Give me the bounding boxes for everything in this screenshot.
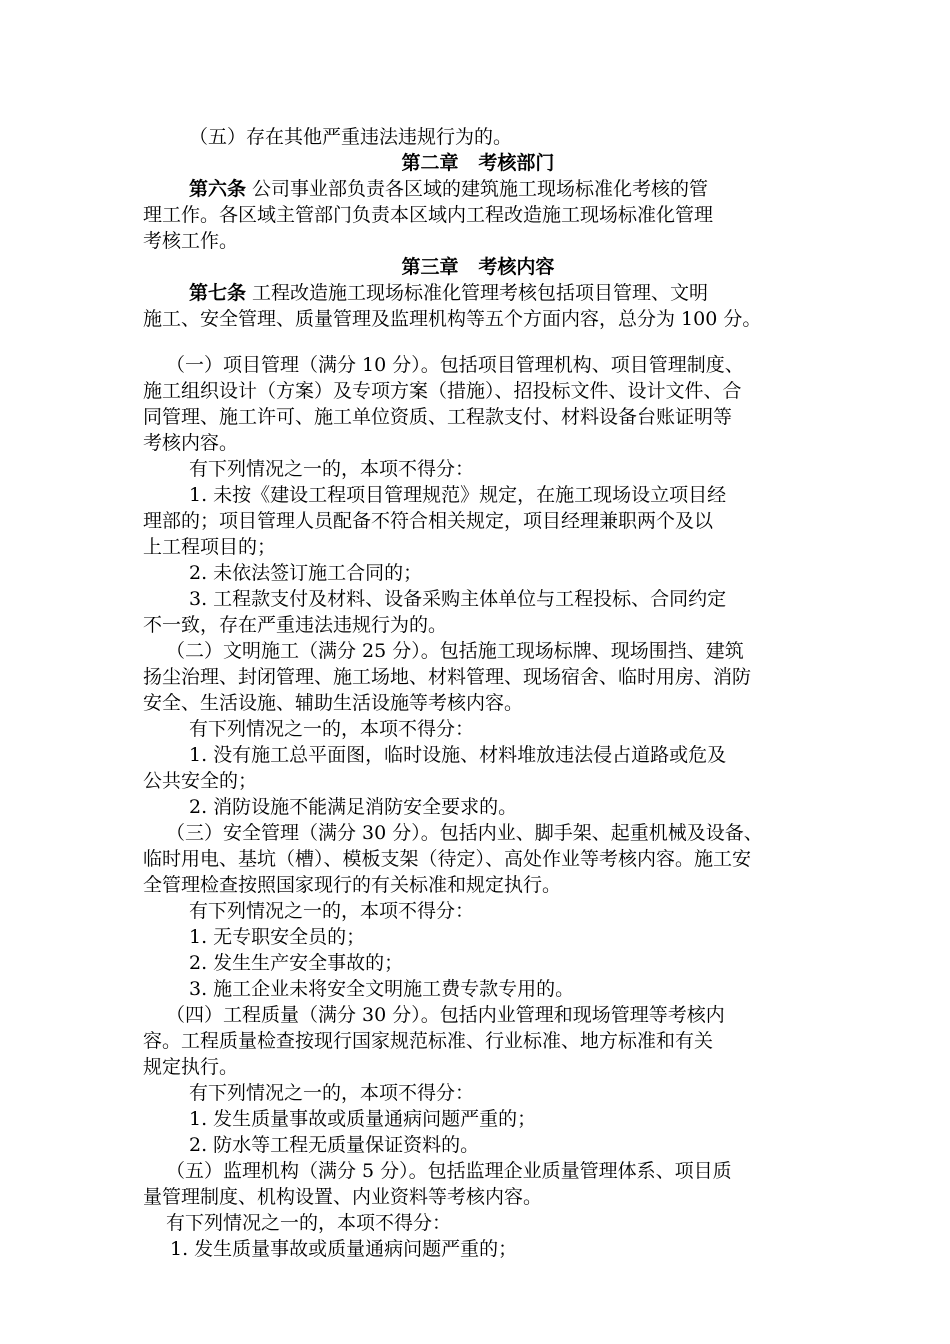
paragraph-line: 安全、生活设施、辅助生活设施等考核内容。 bbox=[143, 692, 524, 714]
list-item: 2. 防水等工程无质量保证资料的。 bbox=[189, 1134, 480, 1156]
paragraph-line: 容。工程质量检查按现行国家规范标准、行业标准、地方标准和有关 bbox=[143, 1030, 714, 1052]
chapter-number: 第三章 bbox=[401, 256, 459, 278]
list-item: 3. 施工企业未将安全文明施工费专款专用的。 bbox=[189, 978, 575, 1000]
list-item: 2. 发生生产安全事故的； bbox=[189, 952, 404, 974]
paragraph-line: （二）文明施工（满分 25 分）。包括施工现场标牌、现场围挡、建筑 bbox=[166, 640, 744, 662]
paragraph-line: 同管理、施工许可、施工单位资质、工程款支付、材料设备台账证明等 bbox=[143, 406, 733, 428]
chapter-title: 考核内容 bbox=[478, 256, 555, 278]
list-item: 3. 工程款支付及材料、设备采购主体单位与工程投标、合同约定 bbox=[189, 588, 727, 610]
list-item: 1. 无专职安全员的； bbox=[189, 926, 366, 948]
list-item: 2. 消防设施不能满足消防安全要求的。 bbox=[189, 796, 518, 818]
paragraph-line: 考核工作。 bbox=[143, 230, 239, 252]
paragraph-line: 公共安全的； bbox=[143, 770, 258, 792]
paragraph-line: 量管理制度、机构设置、内业资料等考核内容。 bbox=[143, 1186, 543, 1208]
article-label: 第六条 bbox=[189, 178, 247, 200]
paragraph-line: 考核内容。 bbox=[143, 432, 239, 454]
list-item: 1. 没有施工总平面图，临时设施、材料堆放违法侵占道路或危及 bbox=[189, 744, 727, 766]
paragraph-line: （一）项目管理（满分 10 分）。包括项目管理机构、项目管理制度、 bbox=[166, 354, 744, 376]
paragraph-line: 有下列情况之一的，本项不得分： bbox=[189, 718, 475, 740]
chapter-heading bbox=[143, 254, 813, 280]
paragraph-line: 施工、安全管理、质量管理及监理机构等五个方面内容，总分为 100 分。 bbox=[143, 308, 762, 330]
list-item: 1. 未按《建设工程项目管理规范》规定，在施工现场设立项目经 bbox=[189, 484, 727, 506]
paragraph-line: （五）存在其他严重违法违规行为的。 bbox=[189, 126, 513, 148]
chapter-heading bbox=[143, 150, 813, 176]
paragraph-line: 不一致，存在严重违法违规行为的。 bbox=[143, 614, 448, 636]
paragraph-line: （五）监理机构（满分 5 分）。包括监理企业质量管理体系、项目质 bbox=[166, 1160, 732, 1182]
article-text: 工程改造施工现场标准化管理考核包括项目管理、文明 bbox=[246, 282, 709, 304]
paragraph-line: 施工组织设计（方案）及专项方案（措施）、招投标文件、设计文件、合 bbox=[143, 380, 742, 402]
list-item: 1. 发生质量事故或质量通病问题严重的； bbox=[170, 1238, 518, 1260]
paragraph-line: 扬尘治理、封闭管理、施工场地、材料管理、现场宿舍、临时用房、消防 bbox=[143, 666, 752, 688]
article-line bbox=[189, 280, 813, 306]
paragraph-line: 理部的；项目管理人员配备不符合相关规定，项目经理兼职两个及以 bbox=[143, 510, 714, 532]
paragraph-line: 有下列情况之一的，本项不得分： bbox=[166, 1212, 452, 1234]
paragraph-line: 全管理检查按照国家现行的有关标准和规定执行。 bbox=[143, 874, 562, 896]
paragraph-line: 有下列情况之一的，本项不得分： bbox=[189, 1082, 475, 1104]
paragraph-line: （四）工程质量（满分 30 分）。包括内业管理和现场管理等考核内 bbox=[166, 1004, 725, 1026]
paragraph-line: （三）安全管理（满分 30 分）。包括内业、脚手架、起重机械及设备、 bbox=[166, 822, 763, 844]
chapter-number: 第二章 bbox=[401, 152, 459, 174]
chapter-title: 考核部门 bbox=[478, 152, 555, 174]
list-item: 2. 未依法签订施工合同的； bbox=[189, 562, 423, 584]
paragraph-line: 有下列情况之一的，本项不得分： bbox=[189, 900, 475, 922]
paragraph-line: 有下列情况之一的，本项不得分： bbox=[189, 458, 475, 480]
paragraph-line: 理工作。各区域主管部门负责本区域内工程改造施工现场标准化管理 bbox=[143, 204, 714, 226]
list-item: 1. 发生质量事故或质量通病问题严重的； bbox=[189, 1108, 537, 1130]
paragraph-line: 上工程项目的； bbox=[143, 536, 277, 558]
paragraph-line: 临时用电、基坑（槽）、模板支架（待定）、高处作业等考核内容。施工安 bbox=[143, 848, 752, 870]
paragraph-line: 规定执行。 bbox=[143, 1056, 239, 1078]
article-text: 公司事业部负责各区域的建筑施工现场标准化考核的管 bbox=[246, 178, 709, 200]
article-line bbox=[189, 176, 813, 202]
article-label: 第七条 bbox=[189, 282, 247, 304]
